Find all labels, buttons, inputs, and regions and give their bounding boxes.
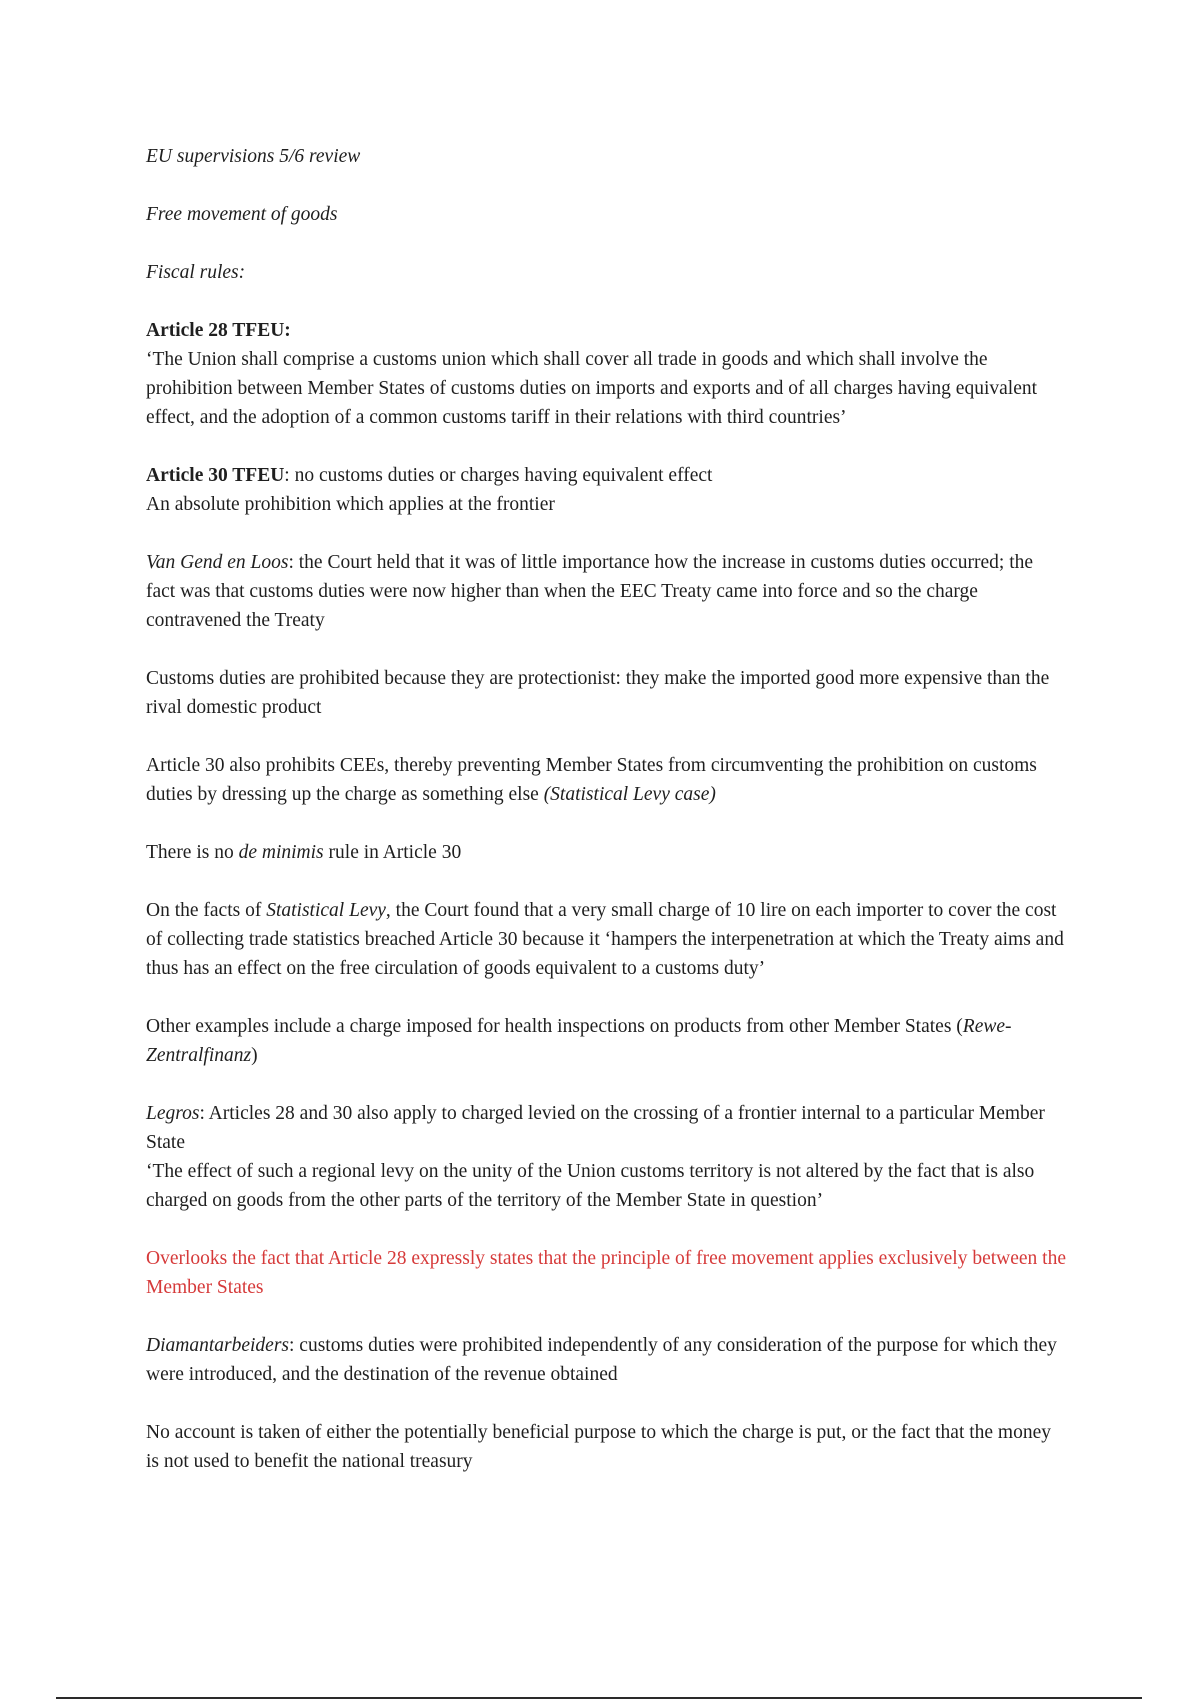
art30-line2: An absolute prohibition which applies at the frontier bbox=[146, 494, 555, 515]
case-name: Van Gend en Loos bbox=[146, 552, 289, 573]
art30-line: Article 30 TFEU: no customs duties or charges having equivalent effect bbox=[146, 465, 713, 486]
art28-quote: ‘The Union shall comprise a customs union which shall cover all trade in goods and which shall involve the prohibition between Member States of customs duties on imports and exports and of all charges having equivalent effect, and the adoption of a common customs tariff in their relations with third countries’ bbox=[146, 349, 1038, 428]
cees-paragraph: Article 30 also prohibits CEEs, thereby preventing Member States from circumventing the prohibition on customs duties by dressing up the charge as something else (Statistical Levy case) bbox=[146, 755, 1037, 805]
case-name: Legros bbox=[146, 1103, 200, 1124]
page-bottom-divider bbox=[56, 1697, 1142, 1699]
protectionist-paragraph: Customs duties are prohibited because they are protectionist: they make the imported good more expensive than the rival domestic product bbox=[146, 668, 1050, 718]
case-name: (Statistical Levy case) bbox=[543, 784, 716, 805]
account-paragraph: No account is taken of either the potentially beneficial purpose to which the charge is put, or the fact that the money is not used to benefit the national treasury bbox=[146, 1422, 1052, 1472]
diamant-paragraph: Diamantarbeiders: customs duties were prohibited independently of any consideration of the purpose for which they were introduced, and the destination of the revenue obtained bbox=[146, 1335, 1057, 1385]
case-name: Diamantarbeiders bbox=[146, 1335, 289, 1356]
case-name: Rewe-Zentralfinanz bbox=[146, 1016, 1012, 1066]
deminimis-paragraph: There is no de minimis rule in Article 30 bbox=[146, 842, 462, 863]
legros-quote: ‘The effect of such a regional levy on the unity of the Union customs territory is not altered by the fact that is also charged on goods from the other parts of the territory of the Member State in question’ bbox=[146, 1161, 1035, 1211]
doc-section: Fiscal rules: bbox=[146, 262, 246, 283]
document-page bbox=[146, 142, 1066, 1505]
art28-heading: Article 28 TFEU: bbox=[146, 320, 291, 341]
doc-title: EU supervisions 5/6 review bbox=[146, 146, 361, 167]
case-name: Statistical Levy bbox=[266, 900, 386, 921]
vangend-paragraph: Van Gend en Loos: the Court held that it was of little importance how the increase in customs duties occurred; the fact was that customs duties were now higher than when the EEC Treaty came into force and so the charge contravened the Treaty bbox=[146, 552, 1034, 631]
art30-heading: Article 30 TFEU bbox=[146, 465, 285, 486]
rewe-paragraph: Other examples include a charge imposed for health inspections on products from other Member States (Rewe-Zentralfinanz) bbox=[146, 1016, 1012, 1066]
critique-paragraph: Overlooks the fact that Article 28 expressly states that the principle of free movement applies exclusively between the Member States bbox=[146, 1248, 1066, 1298]
legros-paragraph: Legros: Articles 28 and 30 also apply to charged levied on the crossing of a frontier internal to a particular Member State bbox=[146, 1103, 1045, 1153]
statlevy-paragraph: On the facts of Statistical Levy, the Court found that a very small charge of 10 lire on each importer to cover the cost of collecting trade statistics breached Article 30 because it ‘hampers the interpenetration at which the Treaty aims and thus has an effect on the free circulation of goods equivalent to a customs duty’ bbox=[146, 900, 1064, 979]
doc-topic: Free movement of goods bbox=[146, 204, 338, 225]
